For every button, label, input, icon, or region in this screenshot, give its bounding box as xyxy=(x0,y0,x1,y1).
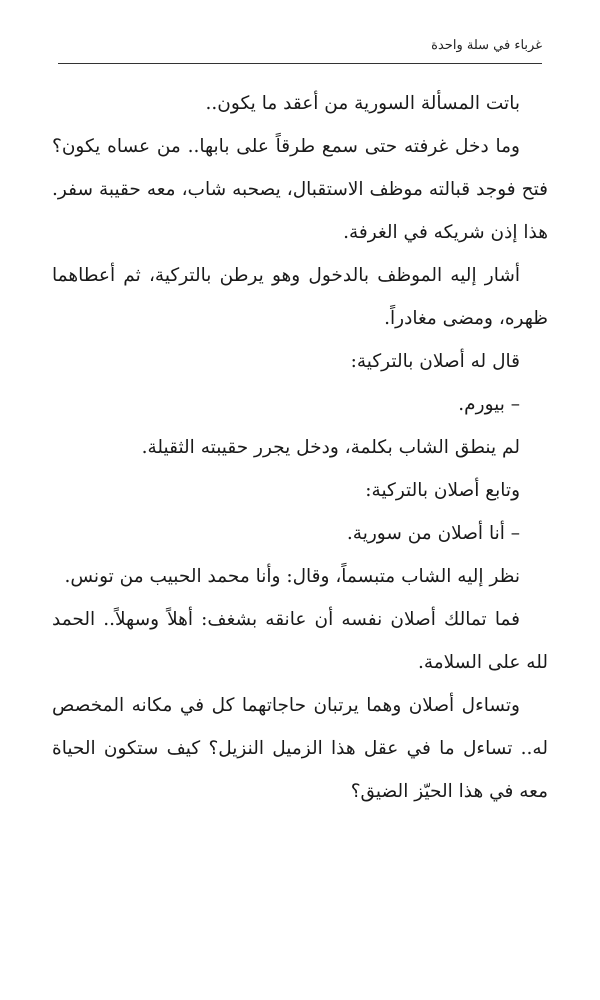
header-rule xyxy=(58,63,542,64)
paragraph: وتساءل أصلان وهما يرتبان حاجاتهما كل في مكانه المخصص له.. تساءل ما في عقل هذا الزميل النزيل؟ كيف ستكون الحياة معه في هذا الحيّز الضيق؟ xyxy=(52,695,548,802)
paragraph: فما تمالك أصلان نفسه أن عانقه بشغف: أهلاً وسهلاً.. الحمد لله على السلامة. xyxy=(52,609,548,673)
dialogue-line: – بيورم. xyxy=(458,394,520,415)
paragraph: وتابع أصلان بالتركية: xyxy=(365,480,520,501)
body-text xyxy=(52,82,548,813)
paragraph: قال له أصلان بالتركية: xyxy=(350,351,520,372)
running-header: غرباء في سلة واحدة xyxy=(431,38,542,53)
paragraph: وما دخل غرفته حتى سمع طرقاً على بابها.. من عساه يكون؟ فتح فوجد قبالته موظف الاستقبال، يصحبه شاب، معه حقيبة سفر. هذا إذن شريكه في الغرفة. xyxy=(52,136,548,243)
paragraph: باتت المسألة السورية من أعقد ما يكون.. xyxy=(205,93,520,114)
paragraph: نظر إليه الشاب متبسماً، وقال: وأنا محمد الحبيب من تونس. xyxy=(64,566,520,587)
paragraph: لم ينطق الشاب بكلمة، ودخل يجرر حقيبته الثقيلة. xyxy=(141,437,520,458)
paragraph: أشار إليه الموظف بالدخول وهو يرطن بالتركية، ثم أعطاهما ظهره، ومضى مغادراً. xyxy=(52,265,548,329)
dialogue-line: – أنا أصلان من سورية. xyxy=(346,523,520,544)
